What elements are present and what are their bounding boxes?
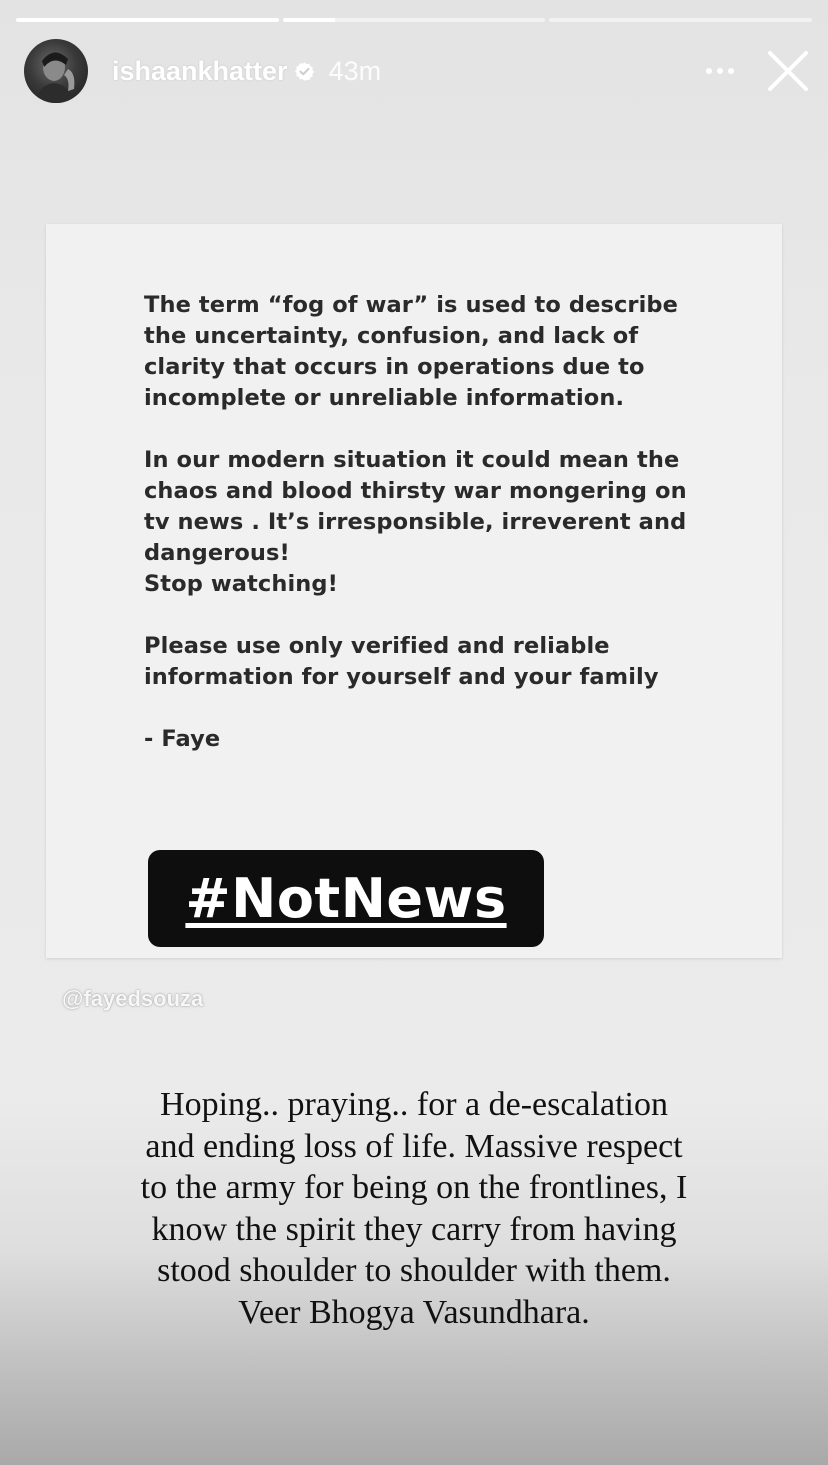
post-time: 43m [328,55,382,86]
post-signature: - Faye [144,726,221,752]
caption-line: to the army for being on the frontlines, I [140,1169,688,1206]
caption-line: and ending loss of life. Massive respect [145,1127,683,1165]
story-progress-fill [283,18,336,22]
post-line: tv news . It’s irresponsible, irreverent and [144,509,687,535]
username[interactable]: ishaankhatter [112,55,288,86]
mention-sticker[interactable]: @fayedsouza [62,986,204,1011]
story-progress-segment [549,18,812,22]
post-line: Please use only verified and reliable [144,633,610,659]
avatar[interactable] [24,39,88,103]
caption-line: stood shoulder to shoulder with them. [157,1252,671,1289]
story-progress-fill [16,18,279,22]
shared-post-image[interactable] [46,224,782,958]
story-progress-segment [283,18,546,22]
hashtag-banner [148,850,544,947]
story-header [24,38,810,104]
profile-photo-icon [24,39,88,103]
post-line: clarity that occurs in operations due to [144,354,645,380]
hashtag-text: #NotNews [185,867,507,930]
post-line: information for yourself and your family [144,664,659,690]
post-line: incomplete or unreliable information. [144,385,625,411]
story-progress-segment [16,18,279,22]
more-options-icon[interactable] [696,51,744,91]
caption-line: Veer Bhogya Vasundhara. [238,1293,590,1331]
caption-line: Hoping.. praying.. for a de-escalation [160,1086,668,1123]
caption-line: know the spirit they carry from having [151,1210,677,1248]
post-line: the uncertainty, confusion, and lack of [144,323,639,349]
post-line: chaos and blood thirsty war mongering on [144,478,687,504]
post-line: The term “fog of war” is used to describe [144,292,678,318]
post-line: Stop watching! [144,571,338,597]
close-icon[interactable] [766,49,810,93]
post-text [144,290,704,755]
story-caption [60,1084,768,1333]
post-line: dangerous! [144,540,290,566]
story-progress-bar [16,18,812,22]
verified-badge-icon [294,61,315,82]
post-line: In our modern situation it could mean the [144,447,680,473]
